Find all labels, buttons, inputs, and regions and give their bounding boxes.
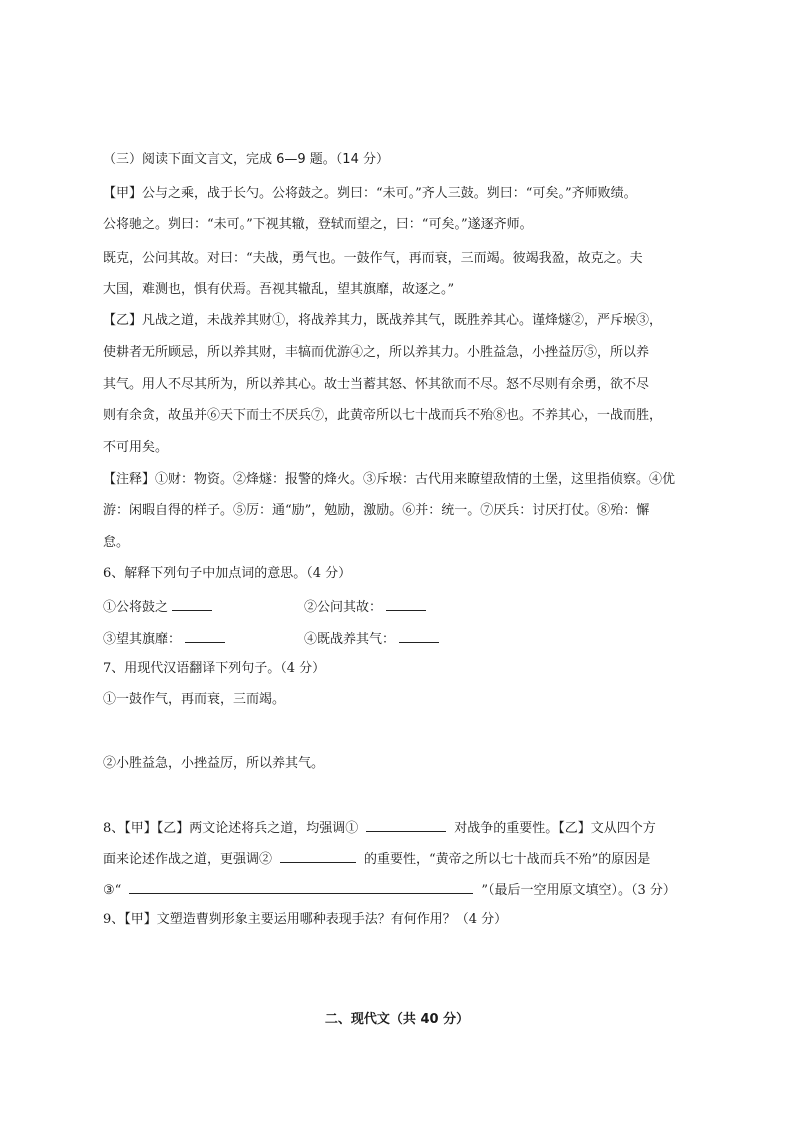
jia-line-4: 大国，难测也，惧有伏焉。吾视其辙乱，望其旗靡，故逐之。” bbox=[103, 282, 455, 297]
notes-line-2: 游：闲暇自得的样子。⑤厉：通“励”，勉励，激励。⑥并：统一。⑦厌兵：讨厌打仗。⑧殆：懈 bbox=[103, 503, 650, 518]
jia-line-1: 【甲】公与之乘，战于长勺。公将鼓之。刿曰：“未可。”齐人三鼓。刿曰：“可矣。”齐师败绩。 bbox=[103, 186, 637, 201]
q6-answer-d-blank[interactable] bbox=[399, 630, 439, 643]
q8-text-3: 面来论述作战之道，更强调② bbox=[103, 852, 273, 867]
q6-row-2 bbox=[103, 630, 229, 648]
q8-line-1 bbox=[103, 819, 656, 837]
q6-stem: 6、解释下列句子中加点词的意思。（4 分） bbox=[103, 566, 352, 581]
q6-item-a: ①公将鼓之 bbox=[103, 600, 169, 615]
q8-text-2: 对战争的重要性。【乙】文从四个方 bbox=[454, 821, 656, 836]
jia-line-2: 公将驰之。刿曰：“未可。”下视其辙，登轼而望之，曰：“可矣。”遂逐齐师。 bbox=[103, 217, 533, 232]
q8-answer-2-blank[interactable] bbox=[280, 850, 356, 863]
q8-line-2 bbox=[103, 850, 650, 868]
q7-stem: 7、用现代汉语翻译下列句子。（4 分） bbox=[103, 661, 326, 676]
notes-line-1: 【注释】①财：物资。②烽燧：报警的烽火。③斥堠：古代用来瞭望敌情的土堡，这里指侦察。④优 bbox=[103, 472, 676, 487]
yi-line-5: 不可用矣。 bbox=[103, 440, 169, 455]
q7-item-a: ①一鼓作气，再而衰，三而竭。 bbox=[103, 692, 286, 707]
q6-row-2-col2 bbox=[304, 630, 443, 648]
q8-line-3 bbox=[103, 881, 676, 899]
q6-item-c: ③望其旗靡： bbox=[103, 632, 182, 647]
yi-line-3: 其气。用人不尽其所为，所以养其心。故士当蓄其怒、怀其欲而不尽。怒不尽则有余勇，欲不尽 bbox=[103, 377, 650, 392]
jia-line-3: 既克，公问其故。对曰：“夫战，勇气也。一鼓作气，再而衰，三而竭。彼竭我盈，故克之。夫 bbox=[103, 251, 643, 266]
notes-line-3: 怠。 bbox=[103, 535, 130, 550]
q6-answer-b-blank[interactable] bbox=[386, 598, 426, 611]
yi-line-4: 则有余贪，故虽并⑥天下而士不厌兵⑦，此黄帝所以七十战而兵不殆⑧也。不养其心，一战而胜， bbox=[103, 408, 663, 423]
q8-text-6: ”（最后一空用原文填空）。（3 分） bbox=[481, 883, 676, 898]
part2-title: 二、现代文（共 40 分） bbox=[324, 1012, 470, 1027]
q6-item-b: ②公问其故： bbox=[304, 600, 383, 615]
yi-line-2: 使耕者无所顾忌，所以养其财，丰犒而优游④之，所以养其力。小胜益急，小挫益厉⑤，所以养 bbox=[103, 345, 650, 360]
q8-answer-3-blank[interactable] bbox=[129, 881, 473, 894]
q6-answer-a-blank[interactable] bbox=[172, 598, 212, 611]
q6-answer-c-blank[interactable] bbox=[185, 630, 225, 643]
q8-text-5: ③“ bbox=[103, 883, 122, 898]
q9-stem: 9、【甲】文塑造曹刿形象主要运用哪种表现手法？有何作用？（4 分） bbox=[103, 912, 508, 927]
q6-row-1-col2 bbox=[304, 598, 430, 616]
yi-line-1: 【乙】凡战之道，未战养其财①，将战养其力，既战养其气，既胜养其心。谨烽燧②，严斥堠③， bbox=[103, 313, 663, 328]
q6-row-1 bbox=[103, 598, 216, 616]
q8-text-4: 的重要性，“黄帝之所以七十战而兵不殆”的原因是 bbox=[364, 852, 651, 867]
q8-text-1: 8、【甲】【乙】两文论述将兵之道，均强调① bbox=[103, 821, 359, 836]
section-title: （三）阅读下面文言文，完成 6—9 题。（14 分） bbox=[103, 152, 389, 167]
q7-item-b: ②小胜益急，小挫益厉，所以养其气。 bbox=[103, 756, 325, 771]
q8-answer-1-blank[interactable] bbox=[366, 819, 446, 832]
q6-item-d: ④既战养其气： bbox=[304, 632, 396, 647]
